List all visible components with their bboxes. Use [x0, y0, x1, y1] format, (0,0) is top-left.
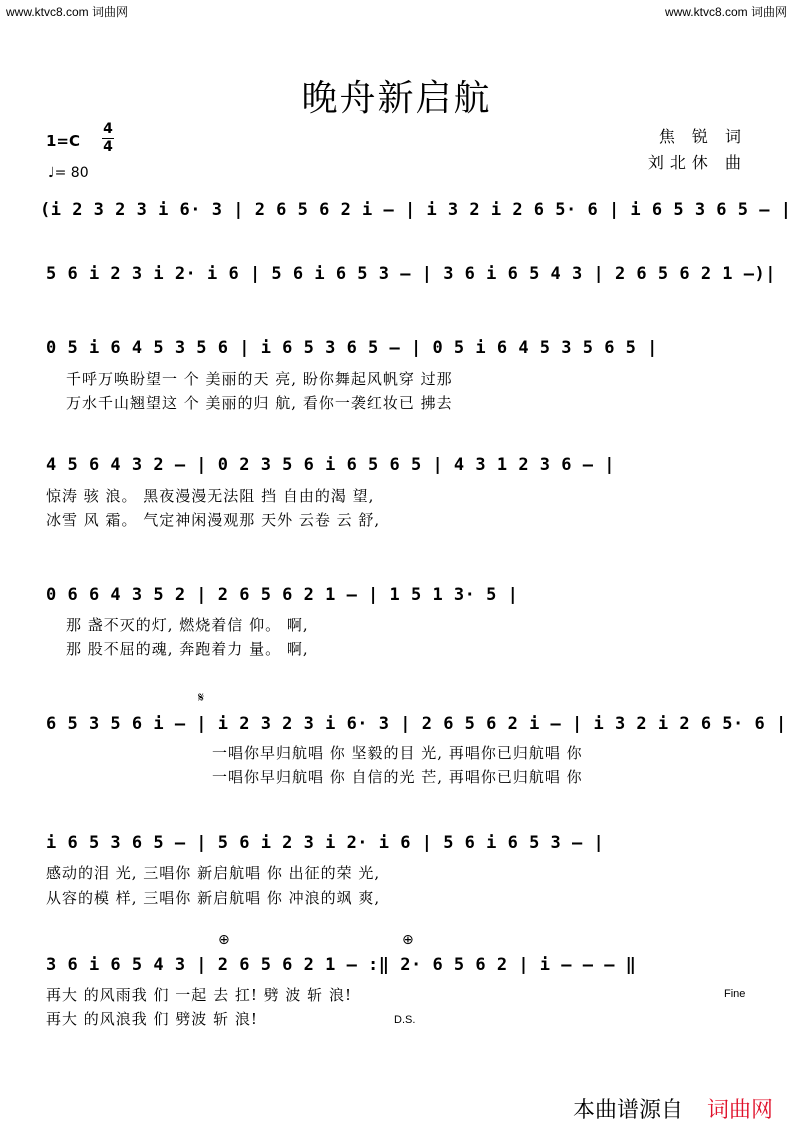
- notation-line-7: i 6 5 3 6 5 – | 5 6 i 2 3 i 2· i 6 | 5 6 i 6 5 3 – |: [46, 833, 605, 853]
- time-signature: [102, 122, 114, 155]
- lyric-line-6a: 一唱你早归航唱 你 坚毅的目 光, 再唱你已归航唱 你: [212, 744, 583, 762]
- lyric-line-4a: 惊涛 骇 浪。 黑夜漫漫无法阻 挡 自由的渴 望,: [46, 487, 375, 505]
- lyric-line-7a: 感动的泪 光, 三唱你 新启航唱 你 出征的荣 光,: [46, 864, 381, 882]
- lyric-line-5a: 那 盏不灭的灯, 燃烧着信 仰。 啊,: [66, 616, 309, 634]
- notation-line-5: 0 6 6 4 3 5 2 | 2 6 5 6 2 1 – | 1 5 1 3· 5 |: [46, 585, 519, 605]
- coda-mark-2: ⊕: [402, 932, 414, 948]
- fine-mark: Fine: [724, 988, 746, 1000]
- notation-line-4: 4 5 6 4 3 2 – | 0 2 3 5 6 i 6 5 6 5 | 4 3 1 2 3 6 – |: [46, 455, 615, 475]
- composer-credit: 刘北休 曲: [647, 153, 747, 172]
- notation-line-1: (i 2 3 2 3 i 6· 3 | 2 6 5 6 2 i – | i 3 2 i 2 6 5· 6 | i 6 5 3 6 5 – |: [40, 200, 792, 220]
- key-signature: 1=C: [46, 132, 81, 150]
- lyric-line-4b: 冰雪 风 霜。 气定神闲漫观那 天外 云卷 云 舒,: [46, 511, 381, 529]
- lyric-line-3b: 万水千山翘望这 个 美丽的归 航, 看你一袭红妆已 拂去: [66, 394, 453, 412]
- segno-mark: 𝄋: [198, 690, 205, 706]
- lyric-line-5b: 那 股不屈的魂, 奔跑着力 量。 啊,: [66, 640, 309, 658]
- watermark-right: www.ktvc8.com 词曲网: [664, 5, 787, 19]
- notation-line-6: 6 5 3 5 6 i – | i 2 3 2 3 i 6· 3 | 2 6 5 6 2 i – | i 3 2 i 2 6 5· 6 |: [46, 714, 787, 734]
- footer-brand[interactable]: 词曲网: [706, 1098, 773, 1123]
- notation-line-2: 5 6 i 2 3 i 2· i 6 | 5 6 i 6 5 3 – | 3 6 i 6 5 4 3 | 2 6 5 6 2 1 –)|: [46, 264, 776, 284]
- tempo-marking: ♩= 80: [48, 165, 89, 181]
- notation-line-8: 3 6 i 6 5 4 3 | 2 6 5 6 2 1 – :‖ 2· 6 5 6 2 | i – – – ‖: [46, 955, 637, 975]
- coda-mark-1: ⊕: [218, 932, 230, 948]
- time-top: 4: [103, 121, 113, 137]
- time-bottom: 4: [103, 139, 113, 155]
- notation-line-3: 0 5 i 6 4 5 3 5 6 | i 6 5 3 6 5 – | 0 5 i 6 4 5 3 5 6 5 |: [46, 338, 658, 358]
- footer-source: 本曲谱源自: [572, 1098, 683, 1123]
- watermark-left: www.ktvc8.com 词曲网: [6, 5, 129, 19]
- lyric-line-3a: 千呼万唤盼望一 个 美丽的天 亮, 盼你舞起风帆穿 过那: [66, 370, 453, 388]
- lyric-line-8a: 再大 的风雨我 们 一起 去 扛! 劈 波 斩 浪!: [46, 986, 352, 1004]
- lyricist-credit: 焦 锐 词: [658, 127, 747, 146]
- lyric-line-6b: 一唱你早归航唱 你 自信的光 芒, 再唱你已归航唱 你: [212, 768, 583, 786]
- song-title: 晚舟新启航: [301, 78, 492, 119]
- lyric-line-7b: 从容的模 样, 三唱你 新启航唱 你 冲浪的飒 爽,: [46, 889, 381, 907]
- ds-mark: D.S.: [394, 1014, 416, 1026]
- lyric-line-8b: 再大 的风浪我 们 劈波 斩 浪!: [46, 1010, 258, 1028]
